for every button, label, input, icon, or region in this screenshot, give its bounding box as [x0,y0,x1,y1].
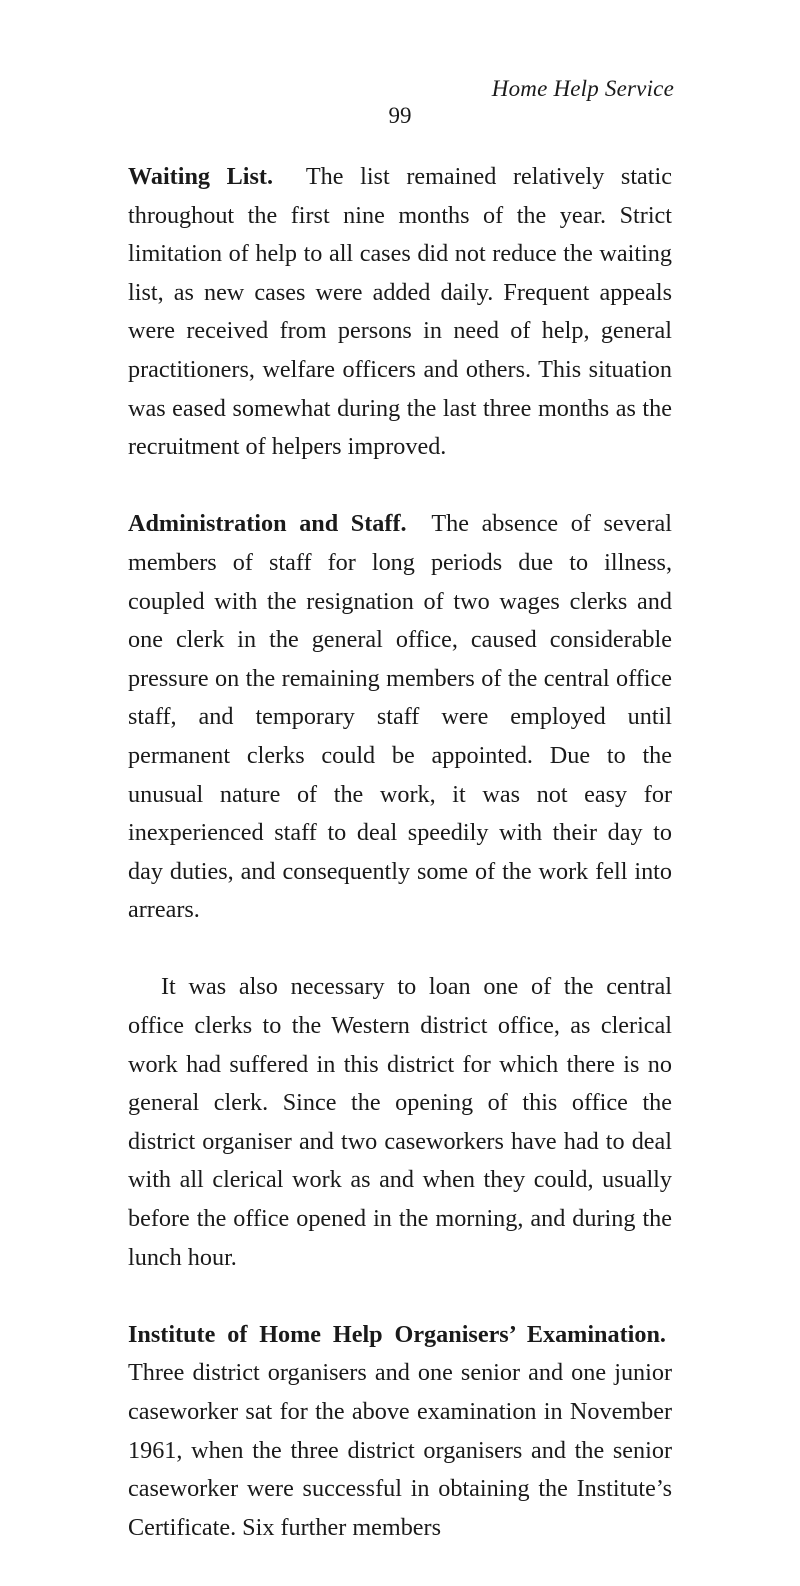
paragraph-institute-examination [128,1316,672,1548]
heading-administration-and-staff: Administration and Staff. [128,510,407,538]
running-head-title: Home Help Service [491,76,674,101]
heading-institute-examination: Institute of Home Help Organisers’ Examination. [128,1320,666,1348]
body-text [128,158,672,1586]
paragraph-text: The list remained relatively static throughout the first nine months of the year. Strict limitation of help to all cases did not reduce the waiting list, as new cases were added daily. Frequent appeals were received from persons in need of help, general practitioners, welfare officers and others. This situation was eased somewhat during the last three months as the recruitment of helpers improved. [128,163,672,461]
paragraph-text: The absence of several members of staff for long periods due to illness, coupled with the resignation of two wages clerks and one clerk in the general office, caused considerable pressure on the remaining members of the central office staff, and temporary staff were employed until permanent clerks could be appointed. Due to the unusual nature of the work, it was not easy for inexperienced staff to deal speedily with their day to day duties, and consequently some of the work fell into arrears. [128,510,672,924]
paragraph-loan-of-clerk [128,968,672,1277]
paragraph-text: Three district organisers and one senior and one junior caseworker sat for the above examination in November 1961, when the three district organisers and the senior caseworker were successful in obtaining the Institute’s Certificate. Six further members [128,1359,672,1541]
heading-waiting-list: Waiting List. [128,163,273,190]
paragraph-waiting-list [128,158,672,467]
page-number: 99 [388,103,412,128]
paragraph-administration-and-staff [128,505,672,930]
paragraph-text: It was also necessary to loan one of the central office clerks to the Western district office, as clerical work had suffered in this district for which there is no general clerk. Since the opening of this office the district organiser and two caseworkers have had to deal with all clerical work as and when they could, usually before the office opened in the morning, and during the lunch hour. [128,973,672,1271]
